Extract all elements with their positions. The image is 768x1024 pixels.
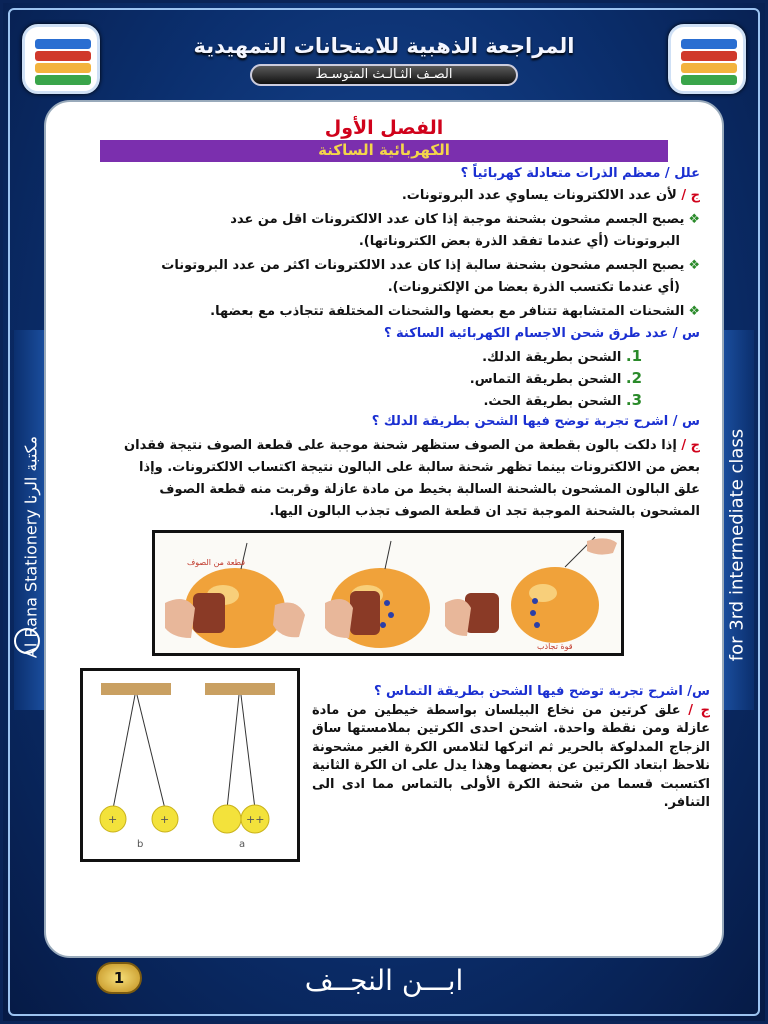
- item-text: الشحن بطريقة الدلك.: [482, 350, 622, 365]
- q3-question: س / اشرح تجربة توضح فيها الشحن بطريقة الدلك ؟: [371, 414, 700, 429]
- header-title: المراجعة الذهبية للامتحانات التمهيدية: [193, 34, 575, 58]
- books-icon: [668, 24, 746, 94]
- balloon-figure: [152, 530, 624, 656]
- q2-item: [60, 368, 700, 390]
- bullet-text: يصبح الجسم مشحون بشحنة سالبة إذا كان عدد الالكترونات اكثر من عدد البروتونات: [161, 258, 685, 273]
- q4-answer-text: علق كرتين من نخاع البيلسان بواسطة خيطين من مادة عازلة ومن نقطة واحدة. اشحن احدى الكرتين بملامستها ساق الزجاج المدلوكة بالحرير ثم اتركها لتلامس الكرة الغير مشحونة نلاحظ ابتعاد الكرتين عن بعضهما وهذا يدل على ان الكرة الثانية اكتسبت قسما من شحنة الكرة الأولى بالتماس مما ادى الى التنافر.: [312, 702, 710, 810]
- bullet-1-line-2: البروتونات (أي عندما تفقد الذرة بعض الكتروناتها).: [358, 234, 680, 249]
- q1-question: علل / معظم الذرات متعادلة كهربائياً ؟: [460, 166, 700, 181]
- bullet-text: الشحنات المتشابهة تتنافر مع بعضها والشحنات المختلفة تتجاذب مع بعضها.: [210, 304, 685, 319]
- bullet-2-line-1: [60, 256, 700, 276]
- q4-block: [312, 683, 710, 813]
- page-number: 1: [113, 969, 125, 987]
- q3-answer-text: إذا دلكت بالون بقطعة من الصوف ستظهر شحنة موجبة على قطعة الصوف نتيجة فقدان: [124, 438, 677, 453]
- q4-answer: [312, 702, 710, 813]
- side-text-left: Al Rana Stationery مكتبة الرنا: [21, 435, 41, 659]
- q4-question: س/ اشرح تجربة توضح فيها الشحن بطريقة التماس ؟: [373, 684, 710, 699]
- section-title: الكهربائية الساكنة: [318, 141, 450, 159]
- balloon-illustration: [155, 533, 621, 653]
- answer-prefix: ج /: [681, 438, 700, 453]
- page-number-badge: [96, 962, 142, 994]
- q3-answer-line-2: بعض من الالكترونات بينما تظهر شحنة سالبة على البالون نتيجة اكتساب الالكترونات. وإذا: [139, 460, 700, 475]
- header: [0, 0, 768, 100]
- bullet-1-line-1: [60, 210, 700, 230]
- item-number: 1.: [625, 347, 642, 365]
- bullet-icon: ❖: [688, 212, 700, 227]
- q1-answer: [60, 186, 700, 206]
- attraction-label: قوة تجاذب: [537, 642, 573, 651]
- footer-brand: ابـــن النجــف: [304, 964, 464, 997]
- header-subtitle-bar: [250, 64, 518, 86]
- q2-item: [60, 390, 700, 412]
- plus-sign: +: [160, 813, 170, 826]
- label-b: b: [137, 839, 144, 850]
- q3-answer-line-1: [60, 436, 700, 456]
- label-a: a: [239, 839, 246, 850]
- item-text: الشحن بطريقة التماس.: [469, 372, 622, 387]
- answer-prefix: ج /: [681, 188, 700, 203]
- q2-item: [60, 346, 700, 368]
- wool-label: قطعة من الصوف: [187, 558, 246, 567]
- q3-answer-line-4: المشحون بالشحنة الموجبة تجد ان قطعة الصوف تجذب البالون اليها.: [269, 504, 700, 519]
- bullet-icon: ❖: [688, 304, 700, 319]
- pith-balls-illustration: [83, 671, 297, 859]
- plus-sign: ++: [246, 813, 265, 826]
- answer-prefix: ج /: [688, 702, 710, 718]
- bullet-icon: ❖: [688, 258, 700, 273]
- bullet-2-line-2: (أي عندما تكتسب الذرة بعضا من الإلكترونات).: [387, 280, 680, 295]
- q3-answer-line-3: علق البالون المشحون بالشحنة السالبة بخيط من مادة عازلة وقربت منه قطعة الصوف: [159, 482, 700, 497]
- chapter-title: الفصل الأول: [324, 117, 444, 139]
- pith-balls-figure: [80, 668, 300, 862]
- bullet-3-line-1: [60, 302, 700, 322]
- bullet-text: يصبح الجسم مشحون بشحنة موجبة إذا كان عدد الالكترونات اقل من عدد: [230, 212, 685, 227]
- q2-question: س / عدد طرق شحن الاجسام الكهربائية الساكنة ؟: [383, 326, 700, 341]
- books-icon: [22, 24, 100, 94]
- q1-answer-text: لأن عدد الالكترونات يساوي عدد البروتونات.: [401, 188, 677, 203]
- section-bar: [100, 140, 668, 162]
- side-text-right: for 3rd intermediate class: [726, 428, 748, 662]
- plus-sign: +: [108, 813, 118, 826]
- item-number: 3.: [625, 391, 642, 409]
- item-text: الشحن بطريقة الحث.: [483, 394, 622, 409]
- item-number: 2.: [625, 369, 642, 387]
- header-subtitle: الصـف الثـالـث المتوسـط: [315, 67, 453, 82]
- logo-icon: [14, 628, 40, 654]
